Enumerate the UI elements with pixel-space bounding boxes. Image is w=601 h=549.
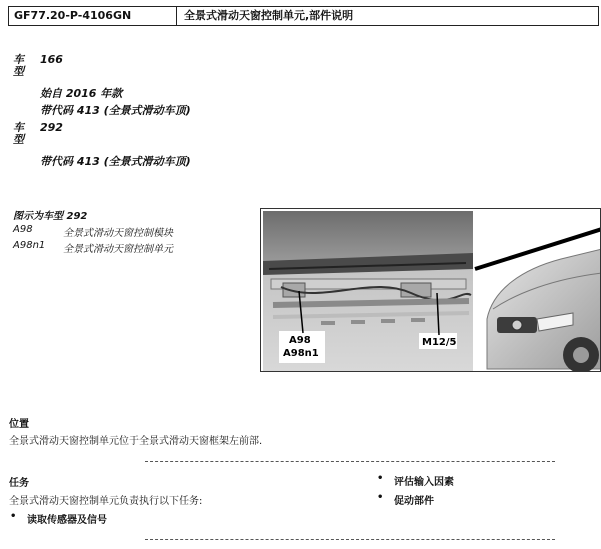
model-note: 始自 2016 年款: [40, 87, 123, 100]
document-title: 全景式滑动天窗控制单元,部件说明: [184, 9, 354, 22]
document-header: [8, 6, 599, 26]
model-number: 292: [40, 121, 63, 134]
figure-illustration: [261, 209, 601, 372]
task-item: 评估输入因素: [394, 477, 454, 488]
task-item: 促动部件: [394, 496, 434, 507]
divider: [145, 539, 555, 540]
legend-title: 图示为车型 292: [13, 211, 88, 222]
model-label: 车型: [13, 53, 24, 78]
legend-code: A98: [13, 224, 33, 235]
component-figure: [260, 208, 601, 372]
divider: [145, 461, 555, 462]
bullet-icon: •: [377, 473, 384, 484]
legend-code: A98n1: [13, 240, 46, 251]
legend-description: 全景式滑动天窗控制单元: [63, 244, 173, 255]
task-item: 读取传感器及信号: [27, 515, 107, 526]
section-heading-tasks: 任务: [9, 478, 29, 489]
model-number: 166: [40, 53, 63, 66]
section-heading-location: 位置: [9, 419, 29, 430]
location-text: 全景式滑动天窗控制单元位于全景式滑动天窗框架左前部.: [9, 436, 263, 447]
tasks-text: 全景式滑动天窗控制单元负责执行以下任务:: [9, 496, 203, 507]
model-note: 带代码 413 (全景式滑动车顶): [40, 155, 191, 168]
legend-description: 全景式滑动天窗控制模块: [63, 228, 173, 239]
model-note: 带代码 413 (全景式滑动车顶): [40, 104, 191, 117]
bullet-icon: •: [377, 492, 384, 503]
callout-label: M12/5: [422, 337, 457, 348]
callout-label: A98: [289, 335, 311, 346]
callout-label: A98n1: [283, 348, 319, 359]
model-label: 车型: [13, 121, 24, 146]
bullet-icon: •: [10, 511, 17, 522]
document-code: GF77.20-P-4106GN: [9, 7, 177, 25]
